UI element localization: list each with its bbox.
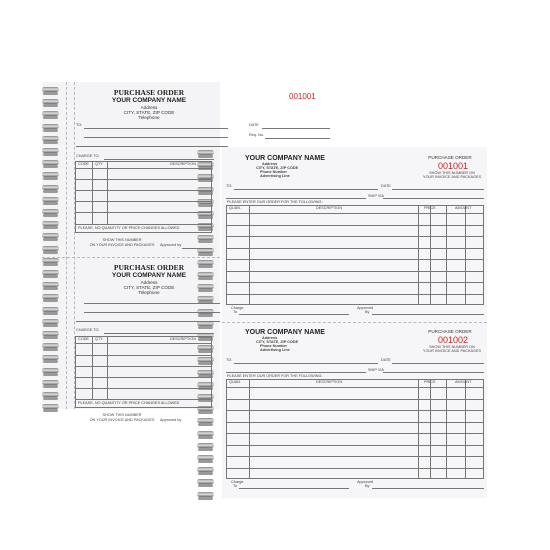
spiral-ring: [197, 296, 214, 301]
form2-charge-to-label: To: [233, 484, 238, 488]
form2-col-divider: [430, 379, 431, 479]
stub1-date-line: [262, 128, 330, 129]
stub2-header-rule: [75, 343, 212, 344]
spiral-ring: [42, 319, 59, 324]
form2-order-number: 001002: [437, 335, 469, 345]
form1-col-quan: QUAN.: [229, 206, 242, 210]
spiral-ring: [42, 294, 59, 299]
form2-approved-line: [372, 488, 484, 489]
form1-title: PURCHASE ORDER: [428, 155, 472, 160]
form1-shipvia-line: [383, 198, 484, 199]
form2-instruction: PLEASE ENTER OUR ORDER FOR THE FOLLOWING:: [227, 374, 323, 378]
form2-col-divider: [418, 379, 419, 479]
form1-col-description: DESCRIPTION: [316, 206, 342, 210]
form1-phone: Phone Number: [260, 170, 288, 174]
stub2-title: PURCHASE ORDER: [113, 263, 185, 272]
form1-by-label: By: [365, 310, 370, 314]
form1-city: CITY, STATE, ZIP CODE: [256, 166, 299, 170]
stub1-address: Address: [140, 105, 158, 110]
form1-charge-label: Charge: [231, 306, 244, 310]
stub1-col-code: CODE: [78, 162, 89, 166]
form2-shipvia-label: SHIP VIA: [368, 368, 384, 372]
stub-tear-line: [42, 257, 220, 258]
form1-shipvia-label: SHIP VIA: [368, 194, 384, 198]
form1-approved-line: [372, 314, 484, 315]
stub1-row-rule: [75, 179, 212, 180]
form2-row-rule: [226, 445, 484, 446]
spiral-ring: [42, 99, 59, 104]
stub2-charge-label: CHARGE TO:: [76, 328, 100, 332]
form1-row-rule: [226, 236, 484, 237]
form2-show-line2: YOUR INVOICE AND PACKAGES: [422, 349, 482, 353]
form1-show-line1: SHOW THIS NUMBER ON: [429, 171, 475, 175]
stub1-col-description: DESCRIPTION: [170, 162, 196, 166]
stub2-row-rule: [75, 399, 212, 400]
stub2-col-description: DESCRIPTION: [170, 337, 196, 341]
form2-header-rule: [226, 387, 484, 388]
form1-row-rule: [226, 248, 484, 249]
stub1-header-rule: [75, 168, 212, 169]
form2-phone: Phone Number: [260, 344, 288, 348]
spiral-ring: [42, 185, 59, 190]
stub1-notice: PLEASE, NO QUANTITY OR PRICE CHANGES ALLOWED: [78, 226, 180, 230]
form2-to-line: [234, 363, 378, 364]
spiral-ring: [42, 111, 59, 116]
stub2-approved-label: Approved by: [160, 418, 182, 422]
form2-company: YOUR COMPANY NAME: [245, 329, 325, 336]
spiral-ring: [197, 284, 214, 289]
spiral-ring: [42, 307, 59, 312]
spiral-ring: [197, 467, 214, 472]
spiral-ring: [197, 455, 214, 460]
stub1-row-rule: [75, 201, 212, 202]
spiral-ring: [42, 160, 59, 165]
form1-address-line: [226, 198, 366, 199]
form1-company: YOUR COMPANY NAME: [245, 155, 325, 162]
spiral-ring: [197, 150, 214, 155]
spiral-ring: [42, 368, 59, 373]
stub1-charge-line: [104, 159, 214, 160]
form2-col-price: PRICE: [424, 380, 436, 384]
form1-row-rule: [226, 259, 484, 260]
spiral-ring: [42, 136, 59, 141]
form1-col-price: PRICE: [424, 206, 436, 210]
form1-header-rule: [226, 213, 484, 214]
form2-by-label: By: [365, 484, 370, 488]
stub1-charge-label: CHARGE TO:: [76, 154, 100, 158]
form1-charge-line: [239, 314, 349, 315]
stub1-title: PURCHASE ORDER: [113, 88, 185, 97]
form2-show-line1: SHOW THIS NUMBER ON: [429, 345, 475, 349]
form1-col-divider: [465, 205, 466, 305]
spiral-ring: [197, 431, 214, 436]
form2-row-rule: [226, 422, 484, 423]
stub1-telephone: Telephone: [138, 115, 160, 120]
spiral-ring: [42, 197, 59, 202]
stub1-row-rule: [75, 224, 212, 225]
stub2-row-rule: [75, 388, 212, 389]
spiral-ring: [42, 172, 59, 177]
form1-row-rule: [226, 282, 484, 283]
spiral-ring: [42, 87, 59, 92]
spiral-ring: [42, 343, 59, 348]
form2-shipvia-line: [383, 372, 484, 373]
form2-row-rule: [226, 468, 484, 469]
form1-address: Address: [262, 162, 278, 166]
spiral-ring: [42, 209, 59, 214]
stub2-col-divider: [107, 336, 108, 399]
form2-row-rule: [226, 399, 484, 400]
stub1-approved-label: Approved by: [160, 243, 182, 247]
stub1-show-line2: ON YOUR INVOICE AND PACKAGES: [89, 243, 155, 247]
form1-date-line: [392, 189, 484, 190]
form2-col-divider: [249, 379, 250, 479]
form2-col-divider: [465, 379, 466, 479]
spiral-ring: [42, 270, 59, 275]
stub1-show-line1: SHOW THIS NUMBER: [102, 238, 142, 242]
spiral-ring: [197, 492, 214, 497]
form1-advertising: Advertising Line: [260, 174, 290, 178]
stub1-col-divider: [92, 161, 93, 224]
form1-date-label: DATE: [381, 184, 391, 188]
stub2-col-qty: QTY.: [95, 337, 104, 341]
stub1-to-line2: [84, 137, 228, 138]
stub2-city: CITY, STATE, ZIP CODE: [123, 285, 175, 290]
form2-col-divider: [446, 379, 447, 479]
stub1-col-qty: QTY.: [95, 162, 104, 166]
stub2-row-rule: [75, 366, 212, 367]
spiral-ring: [42, 221, 59, 226]
stub2-row-rule: [75, 355, 212, 356]
stub2-item-table: [75, 336, 212, 408]
form1-col-amount: AMOUNT: [455, 206, 472, 210]
stub1-row-rule: [75, 212, 212, 213]
form1-to-label: TO:: [226, 184, 233, 188]
stub2-telephone: Telephone: [138, 290, 160, 295]
spiral-ring: [42, 282, 59, 287]
stub1-item-table: [75, 161, 212, 233]
spiral-ring: [197, 272, 214, 277]
stub1-city: CITY, STATE, ZIP CODE: [123, 110, 175, 115]
form2-title: PURCHASE ORDER: [428, 329, 472, 334]
form1-to-line: [234, 189, 378, 190]
form2-row-rule: [226, 410, 484, 411]
stub1-col-divider: [107, 161, 108, 224]
stub1-reqno-line: [265, 138, 330, 139]
stub1-company: YOUR COMPANY NAME: [111, 97, 187, 104]
form2-col-quan: QUAN.: [229, 380, 242, 384]
spiral-ring: [42, 392, 59, 397]
stub1-date-label: DATE: [249, 123, 259, 127]
form2-row-rule: [226, 433, 484, 434]
form1-row-rule: [226, 271, 484, 272]
stub1-order-number: 001001: [289, 92, 316, 101]
form-tear-line: [222, 322, 487, 323]
stub2-row-rule: [75, 377, 212, 378]
stub2-to-line1: [84, 303, 220, 304]
form1-col-divider: [418, 205, 419, 305]
form1-instruction: PLEASE ENTER OUR ORDER FOR THE FOLLOWING:: [227, 200, 323, 204]
stub1-to-label: TO:: [76, 123, 83, 127]
stub2-company: YOUR COMPANY NAME: [111, 272, 187, 279]
form2-col-amount: AMOUNT: [455, 380, 472, 384]
stub2-col-divider: [92, 336, 93, 399]
form2-address-line: [226, 372, 366, 373]
stub1-approved-line: [182, 248, 212, 249]
spiral-ring: [42, 355, 59, 360]
form2-advertising: Advertising Line: [260, 348, 290, 352]
stub1-row-rule: [75, 190, 212, 191]
form2-charge-line: [239, 488, 349, 489]
form1-col-divider: [446, 205, 447, 305]
stub2-notice: PLEASE, NO QUANTITY OR PRICE CHANGES ALLOWED: [78, 401, 180, 405]
spiral-ring: [42, 380, 59, 385]
stub2-address: Address: [140, 280, 158, 285]
stub-perforation-left: [66, 82, 67, 409]
spiral-ring: [197, 235, 214, 240]
stub1-to-line3: [76, 146, 228, 147]
form1-approved-label: Approved: [357, 306, 374, 310]
form1-col-divider: [249, 205, 250, 305]
spiral-ring: [197, 479, 214, 484]
form1-row-rule: [226, 294, 484, 295]
form2-address: Address: [262, 336, 278, 340]
spiral-ring: [42, 331, 59, 336]
form2-date-line: [392, 363, 484, 364]
form1-charge-to-label: To: [233, 310, 238, 314]
stub2-show-line1: SHOW THIS NUMBER: [102, 413, 142, 417]
form1-show-line2: YOUR INVOICE AND PACKAGES: [422, 175, 482, 179]
form2-col-description: DESCRIPTION: [316, 380, 342, 384]
spiral-ring: [197, 260, 214, 265]
spiral-ring: [42, 148, 59, 153]
spiral-ring: [42, 246, 59, 251]
spiral-ring: [197, 443, 214, 448]
spiral-ring: [42, 404, 59, 409]
form2-row-rule: [226, 456, 484, 457]
stub2-to-line2: [84, 312, 220, 313]
stub2-col-code: CODE: [78, 337, 89, 341]
stub2-to-line3: [76, 321, 220, 322]
spiral-ring: [42, 124, 59, 129]
stub2-show-line2: ON YOUR INVOICE AND PACKAGES: [89, 418, 155, 422]
form1-col-divider: [430, 205, 431, 305]
spiral-ring: [42, 258, 59, 263]
spiral-ring: [197, 418, 214, 423]
stub2-charge-line: [104, 333, 214, 334]
form2-date-label: DATE: [381, 358, 391, 362]
form1-row-rule: [226, 225, 484, 226]
spiral-ring: [42, 233, 59, 238]
form2-city: CITY, STATE, ZIP CODE: [256, 340, 299, 344]
stub1-reqno-label: Req. No.: [249, 133, 264, 137]
stub1-to-line1: [84, 128, 228, 129]
form2-charge-label: Charge: [231, 480, 244, 484]
form1-order-number: 001001: [437, 161, 469, 171]
form2-approved-label: Approved: [357, 480, 374, 484]
form2-to-label: TO:: [226, 358, 233, 362]
